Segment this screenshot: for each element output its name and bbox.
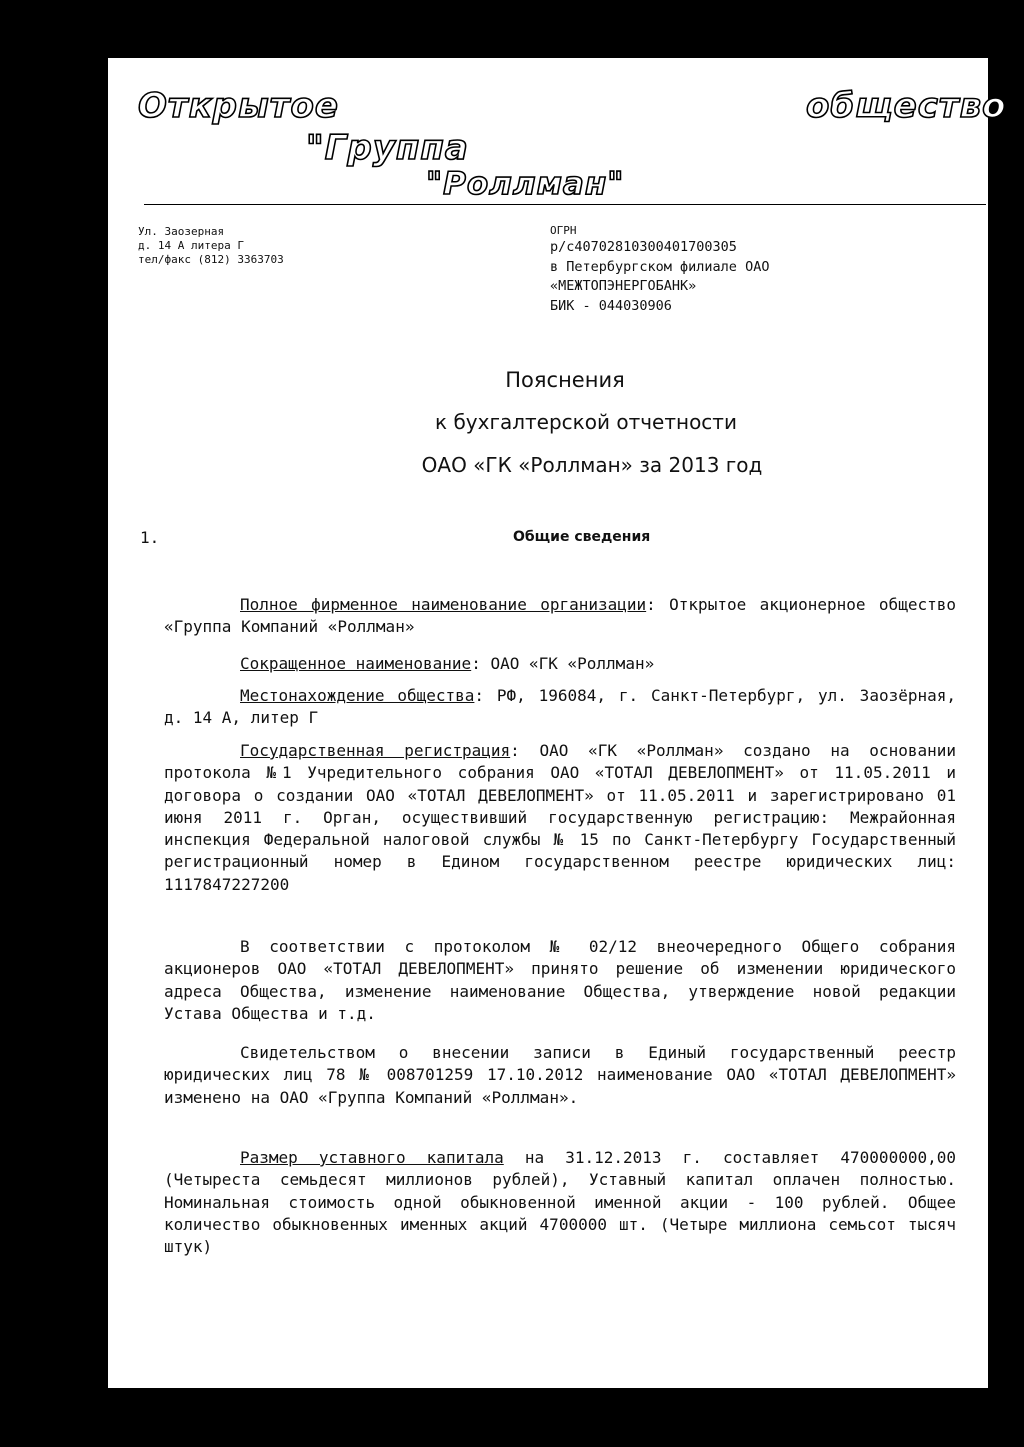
full-name-paragraph [164,594,956,639]
certificate-paragraph: Свидетельством о внесении записи в Единый государственный реестр юридических лиц 78 № 008701259 17.10.2012 наименование ОАО «ТОТАЛ ДЕВЕЛОПМЕНТ» изменено на ОАО «Группа Компаний «Роллман». [164,1043,956,1107]
doc-title-line2: к бухгалтерской отчетности [435,410,737,434]
address-phone: тел/факс (812) 3363703 [138,253,284,266]
bank-bik: БИК - 044030906 [550,297,672,314]
location-value: : РФ, 196084, г. Санкт-Петербург, ул. Заозёрная, д. 14 А, литер Г [164,686,957,728]
address-building: д. 14 А литера Г [138,239,244,252]
address-street: Ул. Заозерная [138,225,225,238]
full-name-label: Полное фирменное наименование организации [240,595,647,614]
capital-label: Размер уставного капитала [240,1148,504,1167]
capital-paragraph [164,1147,956,1258]
logo-word-rollman: "Роллман" [426,166,625,202]
short-name-label: Сокращенное наименование [240,654,472,673]
short-name-paragraph [164,653,956,675]
registration-value: : ОАО «ГК «Роллман» создано на основании протокола №1 Учредительного собрания ОАО «ТОТАЛ ДЕВЕЛОПМЕНТ» от 11.05.2011 и договора о создании ОАО «ТОТАЛ ДЕВЕЛОПМЕНТ» от 11.05.2011 и зарегистрировано 01 июня 2011 г. Орган, осуществивший государственную регистрацию: Межрайонная инспекция Федеральной налоговой службы № 15 по Санкт-Петербургу Государственный регистрационный номер в Едином государственном реестре юридических лиц: 1117847227200 [164,741,956,894]
capital-value: на 31.12.2013 г. составляет 470000000,00 (Четыреста семьдесят миллионов рублей), Уставный капитал оплачен полностью. Номинальная стоимость одной обыкновенной именной акции - 100 рублей. Общее количество обыкновенных именных акций 4700000 шт. (Четыре миллиона семьсот тысяч штук) [164,1148,956,1257]
document-page [108,58,1007,1388]
protocol-paragraph: В соответствии с протоколом № 02/12 внеочередного Общего собрания акционеров ОАО «ТОТАЛ ДЕВЕЛОПМЕНТ» принято решение об изменении юридического адреса Общества, изменение наименование Общества, утверждение новой редакции Устава Общества и т.д. [164,937,956,1023]
registration-paragraph [164,740,956,896]
doc-title-line3: ОАО «ГК «Роллман» за 2013 год [421,453,763,477]
address-block [138,225,284,267]
bank-branch: в Петербургском филиале ОАО [550,258,770,275]
doc-title-line1: Пояснения [505,368,625,392]
bank-account: р/с40702810300401700305 [550,239,737,255]
logo-word-open: Открытое [138,86,339,126]
logo-word-group: "Группа [306,128,469,168]
section-heading: Общие сведения [513,529,651,545]
ogrn-label: ОГРН [550,224,577,237]
bank-name: «МЕЖТОПЭНЕРГОБАНК» [550,278,697,294]
full-name-value: : Открытое акционерное общество «Группа Компаний «Роллман» [164,595,956,637]
short-name-value: : ОАО «ГК «Роллман» [471,654,655,673]
registration-label: Государственная регистрация [240,741,511,760]
location-label: Местонахождение общества [240,686,475,705]
letterhead-divider [144,204,986,205]
location-paragraph [164,685,956,730]
bank-details [550,238,769,316]
logo-word-society: общество [806,86,1007,126]
section-number: 1. [140,528,160,547]
